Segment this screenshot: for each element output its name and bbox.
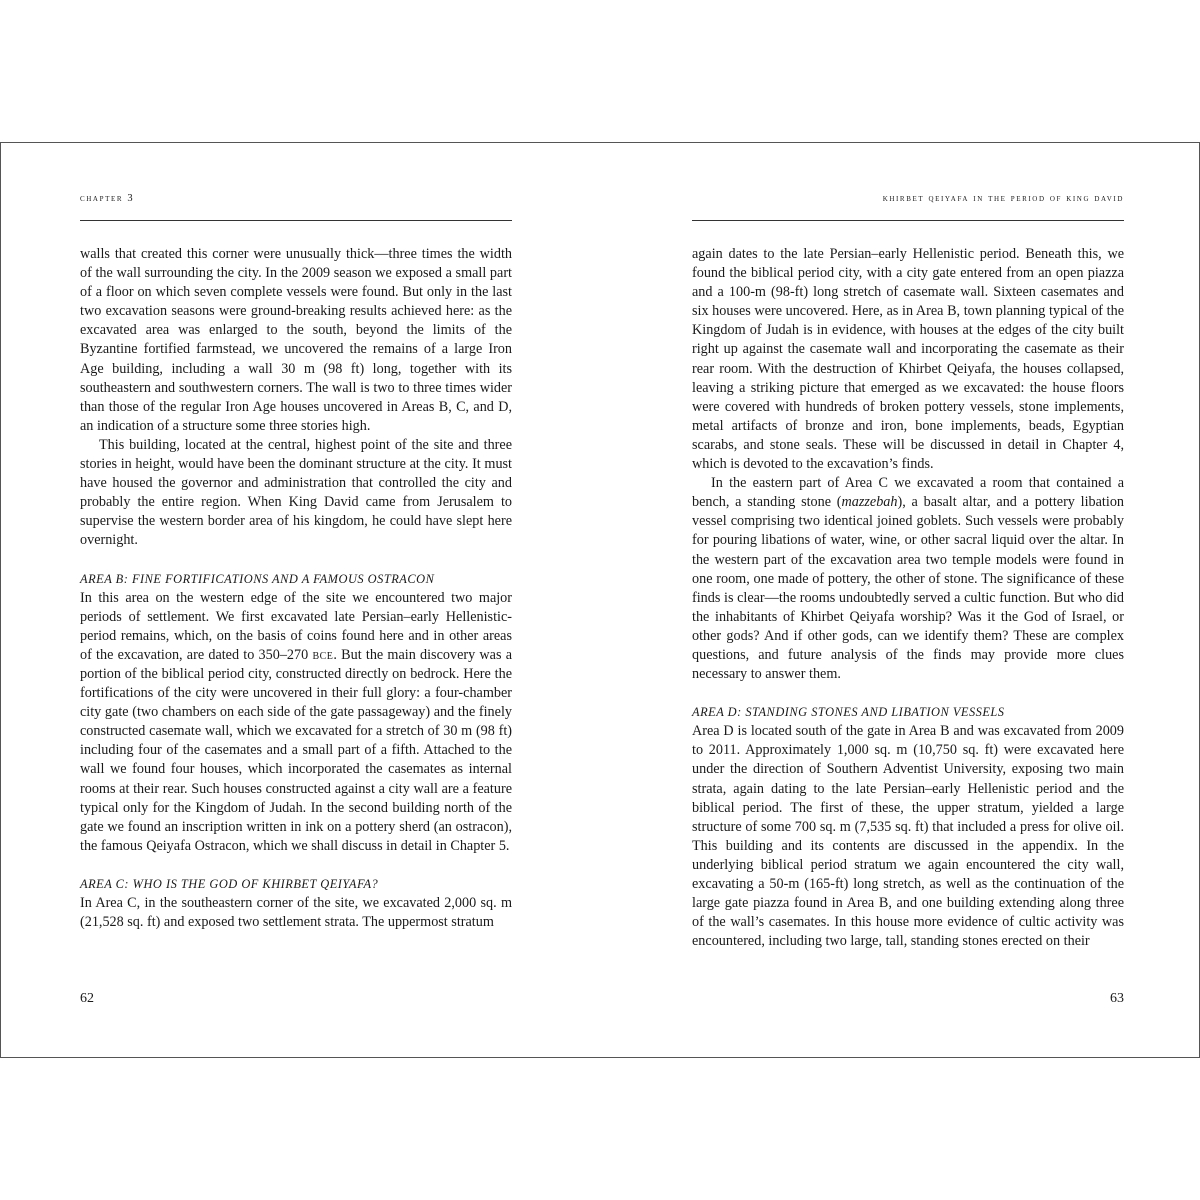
page-number-left: 62 bbox=[80, 991, 94, 1006]
text-run: . But the main discovery was a portion of the biblical period city, constructed directly on bedrock. Here the fortifications of the city were uncovered in their full glory: a four-chamber city gate (two chambers on each side of the gate passageway) and the finely constructed casemate wall, which we excavated for a stretch of 30 m (98 ft) including four of the casemates and a small part of a fifth. Attached to the wall we found four houses, which incorporated the casemates as internal rooms at their rear. Such houses constructed against a city wall are a feature typical only for the Kingdom of Judah. In the second building north of the gate we found an inscription written in ink on a pottery sherd (an ostracon), the famous Qeiyafa Ostracon, which we shall discuss in detail in Chapter 5. bbox=[80, 646, 512, 854]
paragraph: This building, located at the central, highest point of the site and three stories in height, would have been the dominant structure at the city. It must have housed the governor and administration that controlled the city and probably the entire region. When King David came from Jerusalem to supervise the western border area of his kingdom, he could have slept here overnight. bbox=[80, 436, 512, 549]
italic-term: mazzebah bbox=[841, 494, 898, 511]
book-spread bbox=[0, 142, 1200, 1058]
header-rule-right bbox=[692, 220, 1124, 221]
paragraph-area-b bbox=[80, 589, 512, 856]
era-abbreviation: bce bbox=[312, 646, 334, 663]
text-run: ), a basalt altar, and a pottery libation vessel comprising two identical joined goblets. Such vessels were probably for pouring libations of water, wine, or other sacral liquid over the altar. In the western part of the excavation area two temple models were found in one room, one made of pottery, the other of stone. The significance of these finds is clear—the rooms undoubtedly served a cultic function. But who did the inhabitants of Khirbet Qeiyafa worship? Was it the God of Israel, or other gods? And if other gods, can we identify them? These are complex questions, and future analysis of the finds may provide more clues necessary to answer them. bbox=[692, 494, 1125, 683]
text-run: In the eastern part of Area C we excavated a room that contained a bench, a standing stone ( bbox=[692, 475, 1124, 511]
text-run: In this area on the western edge of the site we encountered two major periods of settlement. We first excavated late Persian–early Hellenistic-period remains, which, on the basis of coins found here and in other areas of the excavation, are dated to 350–270 bbox=[80, 589, 512, 663]
paragraph bbox=[692, 474, 1124, 684]
paragraph: walls that created this corner were unusually thick—three times the width of the wall surrounding the city. In the 2009 season we exposed a small part of a floor on which seven complete vessels were found. But only in the last two excavation seasons were ground-breaking results achieved here: as the excavated area was enlarged to the south, beyond the limits of the Byzantine fortified farmstead, we uncovered the remains of a large Iron Age building, including a wall 30 m (98 ft) long, together with its southeastern and southwestern corners. The wall is two to three times wider than those of the regular Iron Age houses uncovered in Areas B, C, and D, an indication of a structure some three stories high. bbox=[80, 246, 512, 434]
page-number-right: 63 bbox=[1110, 991, 1124, 1006]
section-heading-area-d: AREA D: STANDING STONES AND LIBATION VESSELS bbox=[692, 705, 1005, 720]
right-page-body bbox=[692, 245, 1124, 951]
running-head-right: khirbet qeiyafa in the period of king david bbox=[882, 193, 1124, 204]
paragraph: again dates to the late Persian–early Hellenistic period. Beneath this, we found the biblical period city, with a city gate entered from an open piazza and a 100-m (98-ft) long stretch of casemate wall. Sixteen casemates and six houses were uncovered. Here, as in Area B, town planning typical of the Kingdom of Judah is in evidence, with houses at the edges of the city built right up against the casemate wall and incorporating the casemate as their rear room. With the destruction of Khirbet Qeiyafa, the houses collapsed, leaving a striking picture that emerged as we excavated: the house floors were covered with hundreds of broken pottery vessels, stone implements, metal artifacts of bronze and iron, bone implements, beads, Egyptian scarabs, and stone seals. These will be discussed in detail in Chapter 4, which is devoted to the excavation’s finds. bbox=[692, 246, 1124, 473]
running-head-left: chapter 3 bbox=[80, 193, 135, 204]
paragraph-area-c: In Area C, in the southeastern corner of the site, we excavated 2,000 sq. m (21,528 sq. ft) and exposed two settlement strata. The uppermost stratum bbox=[80, 895, 512, 931]
left-page-body bbox=[80, 245, 512, 932]
right-page bbox=[601, 143, 1200, 1057]
section-heading-area-b: AREA B: FINE FORTIFICATIONS AND A FAMOUS OSTRACON bbox=[80, 571, 435, 586]
paragraph-area-d: Area D is located south of the gate in Area B and was excavated from 2009 to 2011. Approximately 1,000 sq. m (10,750 sq. ft) were excavated here under the direction of Southern Adventist University, exposing two main strata, again dating to the late Persian–early Hellenistic period and the biblical period. The first of these, the upper stratum, yielded a large structure of some 700 sq. m (7,535 sq. ft) that included a press for olive oil. This building and its contents are discussed in the appendix. In the underlying biblical period stratum we again encountered the city wall, excavating a 50-m (165-ft) long stretch, as well as the continuation of the large gate piazza found in Area B, and one building extending along three of the wall’s casemates. In this house more evidence of cultic activity was encountered, including two large, tall, standing stones erected on their bbox=[692, 723, 1124, 950]
section-heading-area-c: AREA C: WHO IS THE GOD OF KHIRBET QEIYAFA? bbox=[80, 876, 379, 891]
header-rule-left bbox=[80, 220, 512, 221]
left-page bbox=[1, 143, 601, 1057]
